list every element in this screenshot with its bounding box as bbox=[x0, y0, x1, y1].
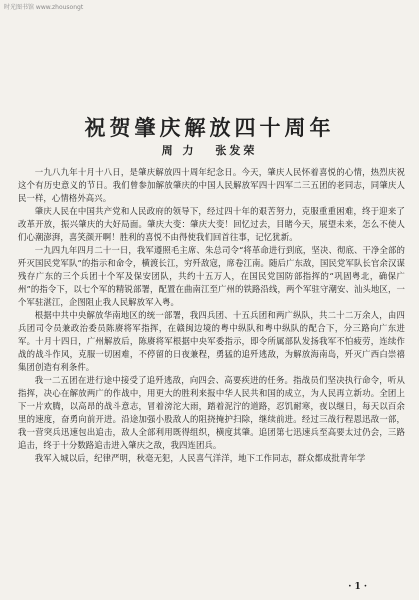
paragraph: 一九八九年十月十八日，是肇庆解放四十周年纪念日。今天，肇庆人民怀着喜悦的心情，热烈庆祝这个有历史意义的节日。我们曾参加解放肇庆的中国人民解放军四十四军二三五团的老同志，同肇庆人民一样，心情格外高兴。 bbox=[18, 167, 405, 203]
paragraph: 肇庆人民在中国共产党和人民政府的领导下，经过四十年的艰苦努力，克服重重困难，终于迎来了改革开放，振兴肇庆的大好局面。肇庆大变：肇庆大变！回忆过去，目睹今天，展望未来，怎么不使人们心潮澎湃，喜笑颜开啊！胜利的喜悦不由得使我们回首往事，记忆犹新。 bbox=[18, 206, 405, 242]
paragraph: 我一二五团在进行途中接受了追歼逃敌，向四会、高要疾进的任务。指战员们坚决执行命令，听从指挥，决心在解放两广的作战中，用更大的胜利来报中华人民共和国的成立，为人民再立新功。全团上下一片欢腾，以高昂的战斗意志，冒着滂沱大雨，踏着泥泞的道路，忍饥耐寒，夜以继日，每天以百余里的速度，奋勇向前开进。沿途加强小股敌人的阻挠掩护扫除，继续前进。经过三战行程恩迅敌一部，我一营突兵迅速包出追击，敌人全部利用既得组织，横度其肇。追团第七迅速兵至高要太过仍会，三路追击，终于十分数路追击进入肇庆之敌，我四连团兵。 bbox=[18, 375, 405, 450]
watermark: 时光图书馆 www.zhousongt bbox=[4, 4, 84, 11]
paragraph: 我军入城以后，纪律严明，秋毫无犯，人民喜气洋洋，地下工作同志，群众都成批青年学 bbox=[34, 453, 366, 463]
author-line bbox=[0, 142, 419, 158]
author-1: 周 力 bbox=[161, 144, 197, 157]
paragraph: 一九四九年四月二十一日，我军遵照毛主席、朱总司令“将革命进行到底，坚决、彻底、干净全部的歼灭国民党军队”的指示和命令，横渡长江，穷歼敌寇，席卷江南。随后广东敌，国民党军队长官余汉谋残存广东的三个兵团十个军及保安团队，共约十五万人，在国民党国防部指挥的“巩固粤北，确保广州”的指令下，以七个军的精锐部署，配置在曲南江至广州的铁路沿线，两个军驻守潮安、汕头地区，一个军驻湛江，企图阻止我人民解放军入粤。 bbox=[18, 245, 405, 307]
article-body bbox=[18, 166, 405, 465]
paragraph: 根据中共中央解放华南地区的统一部署，我四兵团、十五兵团和两广纵队，共二十二万余人，由四兵团司令员兼政治委员陈赓将军指挥，在赣闽边境的粤中纵队和粤中纵队的配合下，分三路向广东进军。十月十四日，广州解放后，陈赓将军根据中央军委指示，即令所属部队发扬我军不怕疲劳，连续作战的战斗作风，克服一切困难，不停留的日夜兼程，勇猛的追歼逃敌，为解放海南岛，歼灭广西白崇禧集团创造有利条件。 bbox=[18, 310, 405, 372]
article-title: 祝贺肇庆解放四十周年 bbox=[84, 115, 335, 140]
page-number: · 1 · bbox=[348, 582, 367, 592]
author-2: 张发荣 bbox=[215, 144, 258, 157]
